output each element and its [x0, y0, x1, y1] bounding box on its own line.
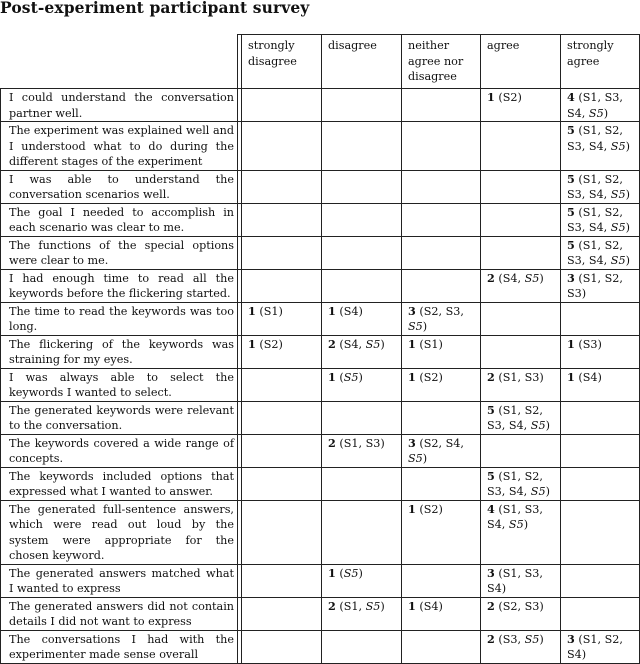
- survey-table: [0, 34, 640, 664]
- response-cell-disagree: 1 (S4): [322, 302, 402, 335]
- response-cell-strongly-agree: 5 (S1, S2, S3, S4, S5): [561, 122, 640, 171]
- question-cell: The goal I needed to accomplish in each scenario was clear to me.: [1, 203, 238, 236]
- count-number: 5: [567, 123, 575, 137]
- table-row: [1, 401, 640, 434]
- table-row: [1, 564, 640, 597]
- header-row: [1, 35, 640, 89]
- count-number: 2: [487, 369, 495, 384]
- response-cell-neither: [402, 170, 481, 203]
- header-disagree: disagree: [322, 35, 402, 89]
- count-number: 5: [567, 171, 575, 186]
- table-row: [1, 170, 640, 203]
- response-cell-disagree: [322, 401, 402, 434]
- response-cell-disagree: [322, 630, 402, 663]
- response-cell-disagree: [322, 203, 402, 236]
- count-number: 1: [408, 598, 416, 613]
- participant-s5: S5: [408, 320, 423, 333]
- response-cell-strongly-disagree: [242, 467, 322, 500]
- response-cell-strongly-agree: 3 (S1, S2, S3): [561, 269, 640, 302]
- participant-s5: S5: [610, 221, 626, 234]
- participant-s5: S5: [365, 599, 381, 613]
- count-number: 5: [487, 468, 495, 483]
- count-number: 1: [408, 336, 416, 351]
- count-number: 4: [487, 501, 495, 516]
- count-number: 5: [487, 402, 495, 417]
- count-number: 1: [328, 369, 336, 384]
- response-cell-neither: 1 (S2): [402, 368, 481, 401]
- response-cell-strongly-disagree: [242, 500, 322, 564]
- response-cell-disagree: 1 (S5): [322, 368, 402, 401]
- response-cell-strongly-agree: [561, 467, 640, 500]
- response-cell-strongly-agree: [561, 564, 640, 597]
- header-neither: neither agree nor disagree: [402, 35, 481, 89]
- response-cell-strongly-disagree: [242, 203, 322, 236]
- question-cell: The keywords covered a wide range of concepts.: [1, 434, 238, 467]
- response-cell-neither: [402, 401, 481, 434]
- response-cell-agree: 4 (S1, S3, S4, S5): [481, 500, 561, 564]
- participant-s5: S5: [524, 271, 540, 285]
- count-number: 1: [248, 303, 256, 318]
- response-cell-disagree: [322, 467, 402, 500]
- response-cell-strongly-disagree: [242, 401, 322, 434]
- response-cell-neither: [402, 564, 481, 597]
- header-agree: agree: [481, 35, 561, 89]
- response-cell-disagree: [322, 236, 402, 269]
- response-cell-strongly-agree: 1 (S3): [561, 335, 640, 368]
- count-number: 1: [248, 336, 256, 351]
- response-cell-agree: 3 (S1, S3, S4): [481, 564, 561, 597]
- table-title: Post-experiment participant survey: [0, 0, 310, 17]
- count-number: 4: [567, 90, 575, 104]
- response-cell-strongly-disagree: [242, 434, 322, 467]
- response-cell-disagree: [322, 500, 402, 564]
- response-cell-agree: [481, 335, 561, 368]
- response-cell-agree: 2 (S3, S5): [481, 630, 561, 663]
- table-row: [1, 500, 640, 564]
- response-cell-strongly-disagree: 1 (S1): [242, 302, 322, 335]
- participant-s5: S5: [408, 452, 423, 465]
- table-row: [1, 630, 640, 663]
- response-cell-neither: [402, 630, 481, 663]
- response-cell-strongly-agree: 5 (S1, S2, S3, S4, S5): [561, 170, 640, 203]
- response-cell-neither: [402, 236, 481, 269]
- count-number: 2: [328, 435, 336, 450]
- response-cell-disagree: [322, 170, 402, 203]
- participant-s5: S5: [530, 419, 546, 432]
- response-cell-strongly-agree: [561, 302, 640, 335]
- count-number: 1: [408, 369, 416, 384]
- response-cell-strongly-agree: 1 (S4): [561, 368, 640, 401]
- participant-s5: S5: [343, 370, 359, 384]
- response-cell-strongly-agree: 5 (S1, S2, S3, S4, S5): [561, 236, 640, 269]
- participant-s5: S5: [610, 254, 626, 267]
- response-cell-disagree: 2 (S1, S3): [322, 434, 402, 467]
- response-cell-neither: 1 (S1): [402, 335, 481, 368]
- response-cell-agree: [481, 170, 561, 203]
- response-cell-neither: [402, 467, 481, 500]
- response-cell-strongly-disagree: [242, 89, 322, 122]
- response-cell-disagree: 1 (S5): [322, 564, 402, 597]
- table-row: [1, 203, 640, 236]
- table-row: [1, 368, 640, 401]
- response-cell-agree: [481, 122, 561, 171]
- response-cell-strongly-disagree: 1 (S2): [242, 335, 322, 368]
- response-cell-neither: [402, 122, 481, 171]
- header-blank: [1, 35, 238, 89]
- response-cell-strongly-agree: [561, 401, 640, 434]
- header-strongly-agree: strongly agree: [561, 35, 640, 89]
- participant-s5: S5: [365, 337, 381, 351]
- participant-s5: S5: [610, 139, 626, 153]
- response-cell-neither: [402, 89, 481, 122]
- table-row: [1, 434, 640, 467]
- response-cell-strongly-disagree: [242, 368, 322, 401]
- count-number: 1: [487, 90, 495, 104]
- count-number: 1: [567, 336, 575, 351]
- table-body: [1, 89, 640, 664]
- response-cell-agree: 1 (S2): [481, 89, 561, 122]
- response-cell-neither: [402, 203, 481, 236]
- response-cell-strongly-disagree: [242, 236, 322, 269]
- response-cell-disagree: [322, 269, 402, 302]
- response-cell-strongly-agree: [561, 597, 640, 630]
- response-cell-strongly-agree: 3 (S1, S2, S4): [561, 630, 640, 663]
- count-number: 1: [408, 501, 416, 516]
- participant-s5: S5: [588, 106, 604, 120]
- count-number: 5: [567, 237, 575, 252]
- question-cell: The time to read the keywords was too long.: [1, 302, 238, 335]
- response-cell-strongly-agree: 4 (S1, S3, S4, S5): [561, 89, 640, 122]
- response-cell-agree: 2 (S4, S5): [481, 269, 561, 302]
- question-cell: I had enough time to read all the keywords before the flickering started.: [1, 269, 238, 302]
- response-cell-disagree: 2 (S1, S5): [322, 597, 402, 630]
- count-number: 2: [487, 598, 495, 613]
- table-row: [1, 597, 640, 630]
- count-number: 5: [567, 204, 575, 219]
- count-number: 3: [567, 631, 575, 646]
- response-cell-disagree: [322, 122, 402, 171]
- question-cell: The generated full-sentence answers, which were read out loud by the system were appropriate for the chosen keyword.: [1, 500, 238, 564]
- response-cell-agree: 2 (S2, S3): [481, 597, 561, 630]
- participant-s5: S5: [524, 632, 540, 646]
- response-cell-strongly-disagree: [242, 564, 322, 597]
- count-number: 2: [487, 270, 495, 285]
- count-number: 3: [408, 435, 416, 450]
- question-cell: I was able to understand the conversation scenarios well.: [1, 170, 238, 203]
- response-cell-neither: 3 (S2, S4, S5): [402, 434, 481, 467]
- table-row: [1, 89, 640, 122]
- count-number: 3: [408, 303, 416, 318]
- response-cell-neither: 3 (S2, S3, S5): [402, 302, 481, 335]
- response-cell-strongly-disagree: [242, 630, 322, 663]
- count-number: 1: [567, 369, 575, 384]
- header-strongly-disagree: strongly disagree: [242, 35, 322, 89]
- table-row: [1, 236, 640, 269]
- response-cell-strongly-disagree: [242, 170, 322, 203]
- response-cell-strongly-disagree: [242, 122, 322, 171]
- table-row: [1, 335, 640, 368]
- question-cell: The functions of the special options were clear to me.: [1, 236, 238, 269]
- question-cell: The generated answers did not contain details I did not want to express: [1, 597, 238, 630]
- question-cell: The experiment was explained well and I understood what to do during the different stages of the experiment: [1, 122, 238, 171]
- table-row: [1, 269, 640, 302]
- participant-s5: S5: [343, 566, 359, 580]
- participant-s5: S5: [508, 518, 524, 531]
- response-cell-neither: [402, 269, 481, 302]
- response-cell-strongly-agree: [561, 434, 640, 467]
- count-number: 1: [328, 565, 336, 580]
- response-cell-disagree: [322, 89, 402, 122]
- participant-s5: S5: [610, 188, 626, 201]
- response-cell-disagree: 2 (S4, S5): [322, 335, 402, 368]
- question-cell: The keywords included options that expressed what I wanted to answer.: [1, 467, 238, 500]
- response-cell-strongly-disagree: [242, 597, 322, 630]
- question-cell: The generated keywords were relevant to the conversation.: [1, 401, 238, 434]
- response-cell-agree: 5 (S1, S2, S3, S4, S5): [481, 467, 561, 500]
- question-cell: The conversations I had with the experimenter made sense overall: [1, 630, 238, 663]
- response-cell-strongly-agree: 5 (S1, S2, S3, S4, S5): [561, 203, 640, 236]
- question-cell: The flickering of the keywords was straining for my eyes.: [1, 335, 238, 368]
- response-cell-neither: 1 (S4): [402, 597, 481, 630]
- response-cell-agree: 5 (S1, S2, S3, S4, S5): [481, 401, 561, 434]
- question-cell: The generated answers matched what I wanted to express: [1, 564, 238, 597]
- response-cell-agree: [481, 203, 561, 236]
- count-number: 2: [487, 631, 495, 646]
- response-cell-strongly-disagree: [242, 269, 322, 302]
- response-cell-agree: [481, 236, 561, 269]
- table-row: [1, 122, 640, 171]
- question-cell: I could understand the conversation partner well.: [1, 89, 238, 122]
- table-row: [1, 302, 640, 335]
- participant-s5: S5: [530, 485, 546, 498]
- count-number: 3: [487, 565, 495, 580]
- response-cell-agree: 2 (S1, S3): [481, 368, 561, 401]
- count-number: 3: [567, 270, 575, 285]
- response-cell-agree: [481, 302, 561, 335]
- count-number: 2: [328, 598, 336, 613]
- response-cell-strongly-agree: [561, 500, 640, 564]
- response-cell-agree: [481, 434, 561, 467]
- count-number: 2: [328, 336, 336, 351]
- response-cell-neither: 1 (S2): [402, 500, 481, 564]
- question-cell: I was always able to select the keywords I wanted to select.: [1, 368, 238, 401]
- count-number: 1: [328, 303, 336, 318]
- table-row: [1, 467, 640, 500]
